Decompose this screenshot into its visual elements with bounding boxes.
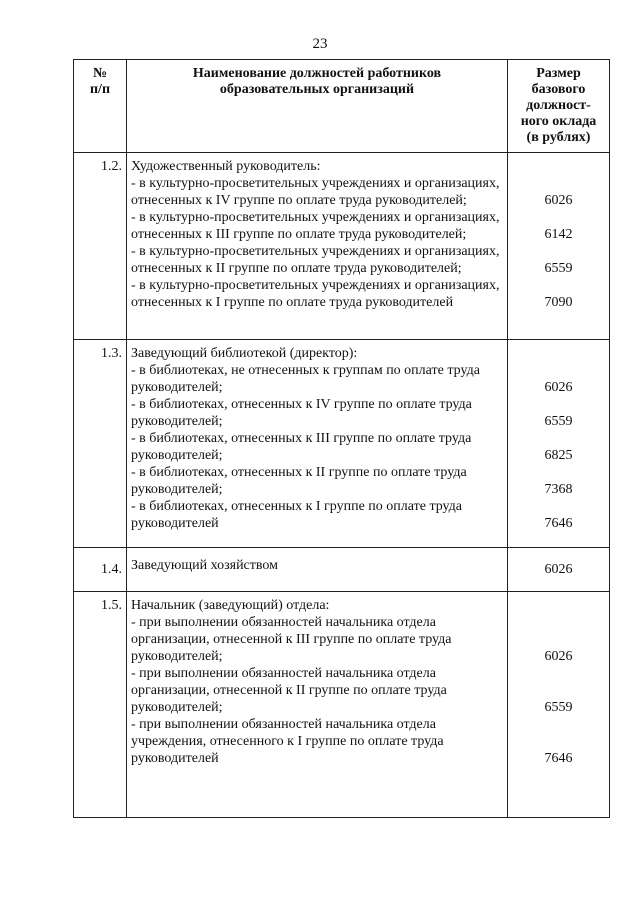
header-line: Наименование должностей работников (192, 66, 442, 81)
salary-value: 6026 (544, 193, 573, 208)
row-number: 1.5. (74, 592, 127, 818)
row-salary (508, 548, 610, 592)
position-line: руководителей (131, 751, 219, 766)
header-line: Размер (536, 66, 581, 81)
salary-table (73, 59, 610, 818)
position-line: отнесенных к III группе по оплате труда руководителей; (131, 227, 467, 242)
row-salary (508, 153, 610, 340)
salary-value: 6026 (544, 380, 573, 395)
position-line: - в библиотеках, отнесенных к I группе по оплате труда (131, 499, 463, 514)
table-header-row (74, 60, 610, 153)
position-line: организации, отнесенной к III группе по оплате труда (131, 632, 452, 647)
salary-value: 6559 (544, 700, 573, 715)
salary-value: 6825 (544, 448, 573, 463)
position-line: - в библиотеках, отнесенных к III группе по оплате труда (131, 431, 472, 446)
position-line: - в культурно-просветительных учреждениях и организациях, (131, 176, 500, 191)
position-line: - в библиотеках, не отнесенных к группам по оплате труда (131, 363, 480, 378)
salary-value: 6559 (544, 414, 573, 429)
salary-value: 7368 (544, 482, 573, 497)
header-line: базового (531, 82, 586, 97)
position-line: отнесенных к I группе по оплате труда руководителей (131, 295, 454, 310)
position-line: отнесенных к II группе по оплате труда руководителей; (131, 261, 462, 276)
header-salary (508, 60, 610, 153)
position-line: учреждения, отнесенного к I группе по оплате труда (131, 734, 444, 749)
salary-value: 7646 (544, 751, 573, 766)
header-line: № (92, 66, 108, 81)
position-line: руководителей; (131, 414, 223, 429)
table-row (74, 592, 610, 818)
position-line: отнесенных к IV группе по оплате труда руководителей; (131, 193, 467, 208)
page-number: 23 (312, 36, 328, 52)
position-line: - при выполнении обязанностей начальника отдела (131, 615, 436, 630)
position-line: - в библиотеках, отнесенных к II группе по оплате труда (131, 465, 467, 480)
position-line: - в культурно-просветительных учреждениях и организациях, (131, 278, 500, 293)
table-row (74, 548, 610, 592)
header-position-name (127, 60, 508, 153)
position-line: - в культурно-просветительных учреждениях и организациях, (131, 210, 500, 225)
header-line: должност- (526, 98, 591, 113)
row-salary (508, 340, 610, 548)
row-number: 1.2. (74, 153, 127, 340)
row-position-text (127, 340, 508, 548)
salary-value: 6026 (544, 649, 573, 664)
position-line: руководителей; (131, 649, 223, 664)
position-line: - при выполнении обязанностей начальника отдела (131, 666, 436, 681)
position-title: Начальник (заведующий) отдела: (131, 598, 330, 613)
row-number: 1.4. (74, 548, 127, 592)
position-line: руководителей; (131, 482, 223, 497)
position-line: - в культурно-просветительных учреждениях и организациях, (131, 244, 500, 259)
table-row (74, 340, 610, 548)
position-line: организации, отнесенной к II группе по оплате труда (131, 683, 447, 698)
row-salary (508, 592, 610, 818)
row-position-text (127, 153, 508, 340)
header-line: образовательных организаций (219, 82, 415, 97)
position-line: руководителей (131, 516, 219, 531)
position-line: руководителей; (131, 448, 223, 463)
position-line: руководителей; (131, 700, 223, 715)
salary-value: 7646 (544, 516, 573, 531)
position-title: Художественный руководитель: (131, 159, 321, 174)
salary-value: 7090 (544, 295, 573, 310)
row-number: 1.3. (74, 340, 127, 548)
position-line: руководителей; (131, 380, 223, 395)
row-position-text (127, 592, 508, 818)
salary-value: 6026 (544, 562, 573, 577)
position-title: Заведующий библиотекой (директор): (131, 346, 358, 361)
header-number (74, 60, 127, 153)
header-line: ного оклада (520, 114, 597, 129)
position-line: - при выполнении обязанностей начальника отдела (131, 717, 436, 732)
table-row (74, 153, 610, 340)
row-position-text (127, 548, 508, 592)
position-title: Заведующий хозяйством (131, 558, 278, 573)
salary-value: 6142 (544, 227, 573, 242)
position-line: - в библиотеках, отнесенных к IV группе по оплате труда (131, 397, 472, 412)
salary-value: 6559 (544, 261, 573, 276)
header-line: п/п (89, 82, 111, 97)
header-line: (в рублях) (526, 130, 591, 145)
